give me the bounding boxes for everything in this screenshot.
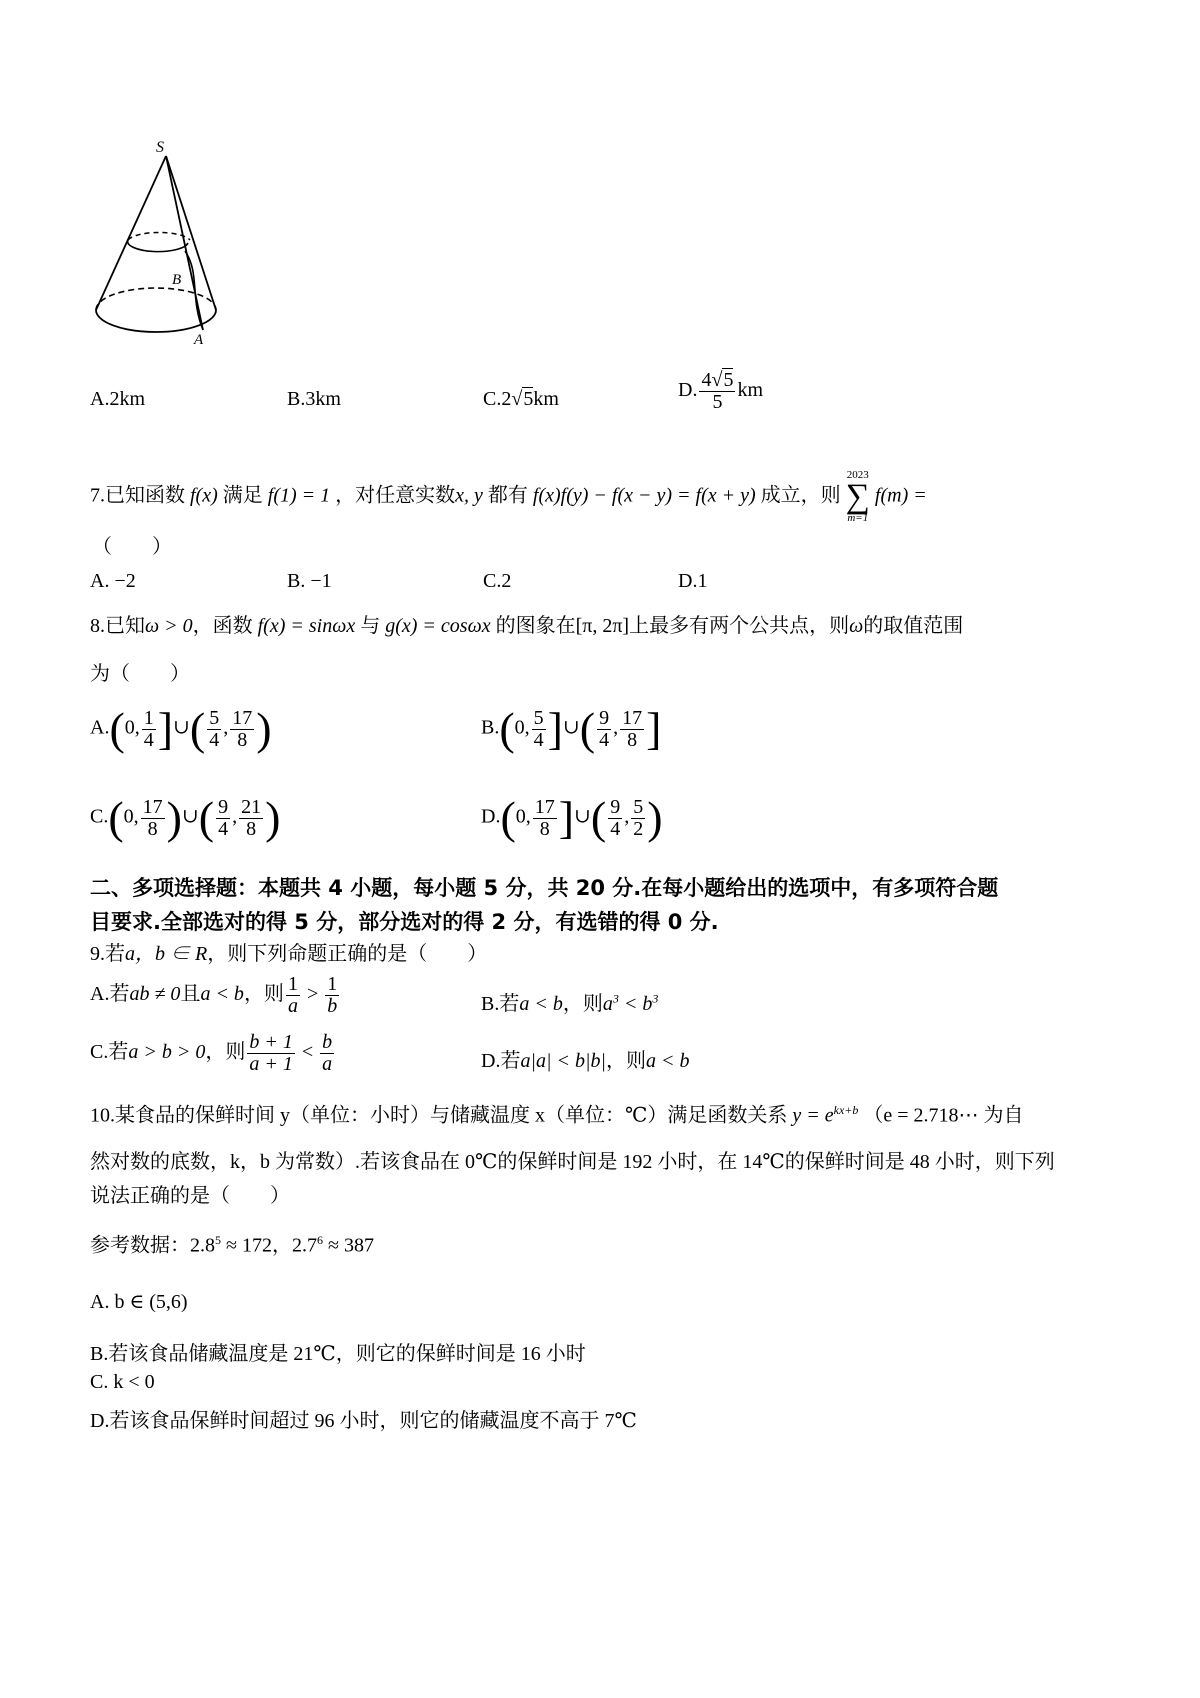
- q10-reference-data: 参考数据：$2.8^5 \approx 172$，$2.7^6 \approx 387$: [90, 1233, 374, 1257]
- cone-figure: [90, 138, 250, 348]
- q8-option-a: A.(0, $\frac{1}{4}$ ]∪( $\frac{5}{4}$ , $\frac{17}{8}$ ): [90, 703, 272, 754]
- q10-option-b: B.若该食品储藏温度是 21℃，则它的保鲜时间是 16 小时: [90, 1343, 586, 1365]
- q10-stem-line1: 10.某食品的保鲜时间 y（单位：小时）与储藏温度 x（单位：℃）满足函数关系 $y = e^{kx+b}$ （e = 2.718⋯ 为自: [90, 1103, 1024, 1127]
- q6-option-d: D. $\frac{4√5}{5}$ km: [678, 369, 763, 413]
- q10-option-c: C. k < 0: [90, 1371, 155, 1393]
- q10-option-a: A. b ∈ (5,6): [90, 1291, 188, 1313]
- label-b: B: [172, 272, 182, 288]
- q8-option-c: C.(0, $\frac{17}{8}$ )∪( $\frac{9}{4}$ , $\frac{21}{8}$ ): [90, 792, 281, 843]
- q6-option-a: A.2km: [90, 388, 146, 410]
- section2-heading-line2: 目要求.全部选对的得 5 分，部分选对的得 2 分，有选错的得 0 分.: [90, 910, 719, 934]
- q9-option-b: B.若a < b，则$a^3 < b^3$: [481, 991, 659, 1015]
- q7-stem: 7.已知函数 f(x) 满足 f(1) = 1 ，对任意实数x, y 都有 f(x)f(y) − f(x − y) = f(x + y) 成立，则 2023 ∑ m=1 f(m) =: [90, 469, 927, 525]
- q8-option-d: D.(0, $\frac{17}{8}$ ]∪( $\frac{9}{4}$ , $\frac{5}{2}$ ): [481, 792, 663, 843]
- q9-stem: 9.若a，b ∈ R，则下列命题正确的是（ ）: [90, 943, 488, 965]
- q10-option-d: D.若该食品保鲜时间超过 96 小时，则它的储藏温度不高于 7℃: [90, 1410, 637, 1432]
- q8-stem-line2: 为（ ）: [90, 663, 190, 685]
- label-a: A: [194, 332, 204, 348]
- q7-option-a: A. −2: [90, 570, 136, 592]
- q9-option-d: D.若a|a| < b|b|，则a < b: [481, 1050, 690, 1072]
- q9-option-a: A.若ab ≠ 0且a < b，则 $\frac{1}{a}$ > $\frac{1}{b}$: [90, 973, 338, 1017]
- q8-option-b: B.(0, $\frac{5}{4}$ ]∪( $\frac{9}{4}$ , $\frac{17}{8}$ ]: [481, 703, 662, 754]
- q6-option-c: C.2√5km: [483, 388, 559, 410]
- label-s: S: [156, 139, 164, 156]
- q6-option-b: B.3km: [287, 388, 341, 410]
- q7-option-b: B. −1: [287, 570, 332, 592]
- q10-stem-line3: 说法正确的是（ ）: [90, 1185, 290, 1207]
- q9-option-c: C.若a > b > 0，则 $\frac{b + 1}{a + 1}$ < $\frac{b}{a}$: [90, 1031, 333, 1075]
- section2-heading-line1: 二、多项选择题：本题共 4 小题，每小题 5 分，共 20 分.在每小题给出的选项中，有多项符合题: [90, 876, 999, 900]
- q10-stem-line2: 然对数的底数，k，b 为常数）.若该食品在 0℃的保鲜时间是 192 小时，在 14℃的保鲜时间是 48 小时，则下列: [90, 1151, 1055, 1173]
- q7-option-d: D.1: [678, 570, 708, 592]
- q7-answer-paren: （ ）: [92, 536, 172, 558]
- q7-option-c: C.2: [483, 570, 512, 592]
- q8-stem: 8.已知ω > 0，函数 f(x) = sinωx 与 g(x) = cosωx 的图象在[π, 2π]上最多有两个公共点，则ω的取值范围: [90, 615, 964, 637]
